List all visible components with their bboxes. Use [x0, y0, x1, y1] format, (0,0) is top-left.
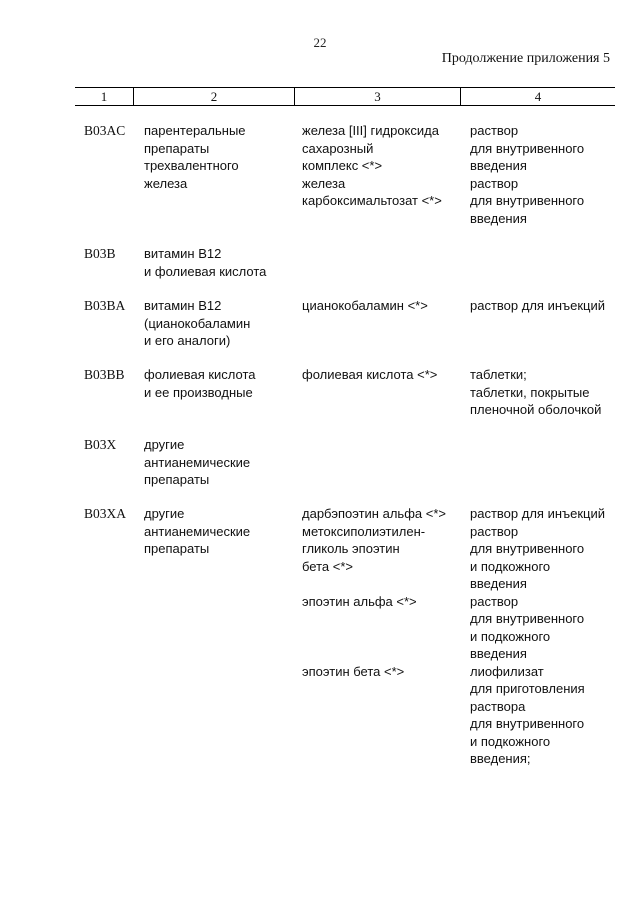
group-name	[144, 505, 294, 558]
dosage-form-line: и подкожного	[470, 558, 551, 574]
drug-name-line: эпоэтин бета <*>	[302, 663, 405, 679]
dosage-form-line: введения	[470, 210, 527, 226]
atc-code: B03BB	[84, 367, 125, 382]
group-name-line: парентеральные	[144, 123, 246, 138]
drug-name-line: цианокобаламин <*>	[302, 298, 428, 313]
group-name-line: другие	[144, 437, 185, 452]
drug-name-line: сахарозный	[302, 140, 374, 156]
group-name-line: и фолиевая кислота	[144, 263, 267, 279]
dosage-form-line: таблетки;	[470, 367, 527, 382]
dosage-form-line: раствор	[470, 523, 519, 539]
appendix-title: Продолжение приложения 5	[441, 51, 610, 66]
group-name-line: трехвалентного	[144, 158, 239, 173]
dosage-form	[470, 505, 605, 523]
dosage-form-line: и подкожного	[470, 628, 551, 644]
drug-name-line: бета <*>	[302, 558, 353, 574]
dosage-form-line: таблетки, покрытые	[470, 384, 590, 400]
dosage-form	[470, 122, 584, 175]
drug-name-line: железа	[302, 175, 346, 191]
drug-name	[302, 297, 428, 315]
drug-name-line: железа [III] гидроксида	[302, 123, 439, 138]
table-header	[75, 87, 615, 106]
drug-name	[302, 593, 417, 611]
atc-code: B03AC	[84, 123, 126, 138]
atc-code: B03X	[84, 437, 117, 452]
group-name-line: препараты	[144, 472, 210, 487]
dosage-form	[470, 297, 605, 315]
dosage-form-line: раствор	[470, 593, 519, 609]
group-name-line: препараты	[144, 541, 210, 556]
group-name	[144, 436, 294, 489]
drug-name	[302, 122, 439, 175]
dosage-form-line: и подкожного	[470, 733, 551, 749]
dosage-form-line: раствор	[470, 175, 519, 191]
dosage-form-line: для внутривенного	[470, 611, 585, 626]
drug-name-line: метоксиполиэтилен-	[302, 523, 426, 539]
drug-name	[302, 505, 446, 523]
group-name-line: и ее производные	[144, 384, 253, 400]
drug-name-line: эпоэтин альфа <*>	[302, 593, 417, 609]
dosage-form-line: для внутривенного	[470, 140, 585, 156]
drug-name-line: комплекс <*>	[302, 158, 383, 173]
dosage-form	[470, 175, 584, 228]
page-number: 22	[313, 35, 327, 50]
dosage-form-line: введения;	[470, 751, 531, 766]
dosage-form	[470, 523, 584, 593]
drug-name-line: фолиевая кислота <*>	[302, 367, 438, 382]
dosage-form-line: пленочной оболочкой	[470, 402, 602, 417]
dosage-form-line: раствор для инъекций	[470, 506, 606, 521]
drug-name	[302, 663, 404, 681]
group-name-line: другие	[144, 506, 185, 521]
atc-code: B03B	[84, 246, 116, 261]
dosage-form	[470, 663, 585, 768]
drug-name	[302, 366, 437, 384]
column-header-1: 1	[100, 89, 108, 104]
dosage-form-line: раствор для инъекций	[470, 298, 606, 313]
group-name-line: железа	[144, 175, 188, 191]
group-name-line: витамин B12	[144, 246, 222, 261]
group-name	[144, 122, 294, 192]
atc-code: B03BA	[84, 298, 126, 313]
drug-name	[302, 523, 425, 576]
column-header-3: 3	[374, 89, 381, 104]
drug-name-line: карбоксимальтозат <*>	[302, 193, 442, 208]
column-header-4: 4	[534, 89, 542, 104]
column-header-2: 2	[210, 89, 218, 104]
group-name-line: препараты	[144, 140, 210, 156]
group-name-line: витамин B12	[144, 298, 222, 313]
dosage-form-line: раствора	[470, 698, 526, 714]
atc-code: B03XA	[84, 506, 127, 521]
group-name-line: антианемические	[144, 454, 251, 470]
group-name-line: антианемические	[144, 523, 251, 539]
dosage-form-line: введения	[470, 576, 527, 591]
group-name	[144, 245, 294, 280]
dosage-form-line: для внутривенного	[470, 541, 585, 556]
dosage-form-line: для приготовления	[470, 681, 585, 696]
dosage-form-line: введения	[470, 158, 527, 173]
dosage-form-line: раствор	[470, 123, 519, 138]
group-name-line: (цианокобаламин	[144, 315, 251, 331]
group-name	[144, 366, 294, 401]
group-name-line: фолиевая кислота	[144, 367, 256, 382]
group-name	[144, 297, 294, 350]
dosage-form-line: для внутривенного	[470, 716, 585, 731]
group-name-line: и его аналоги)	[144, 333, 231, 348]
dosage-form-line: лиофилизат	[470, 663, 544, 679]
drug-name-line: дарбэпоэтин альфа <*>	[302, 506, 446, 521]
drug-name	[302, 175, 442, 210]
drug-name-line: гликоль эпоэтин	[302, 541, 400, 556]
dosage-form	[470, 366, 601, 419]
dosage-form	[470, 593, 584, 663]
dosage-form-line: введения	[470, 646, 527, 661]
dosage-form-line: для внутривенного	[470, 193, 585, 208]
